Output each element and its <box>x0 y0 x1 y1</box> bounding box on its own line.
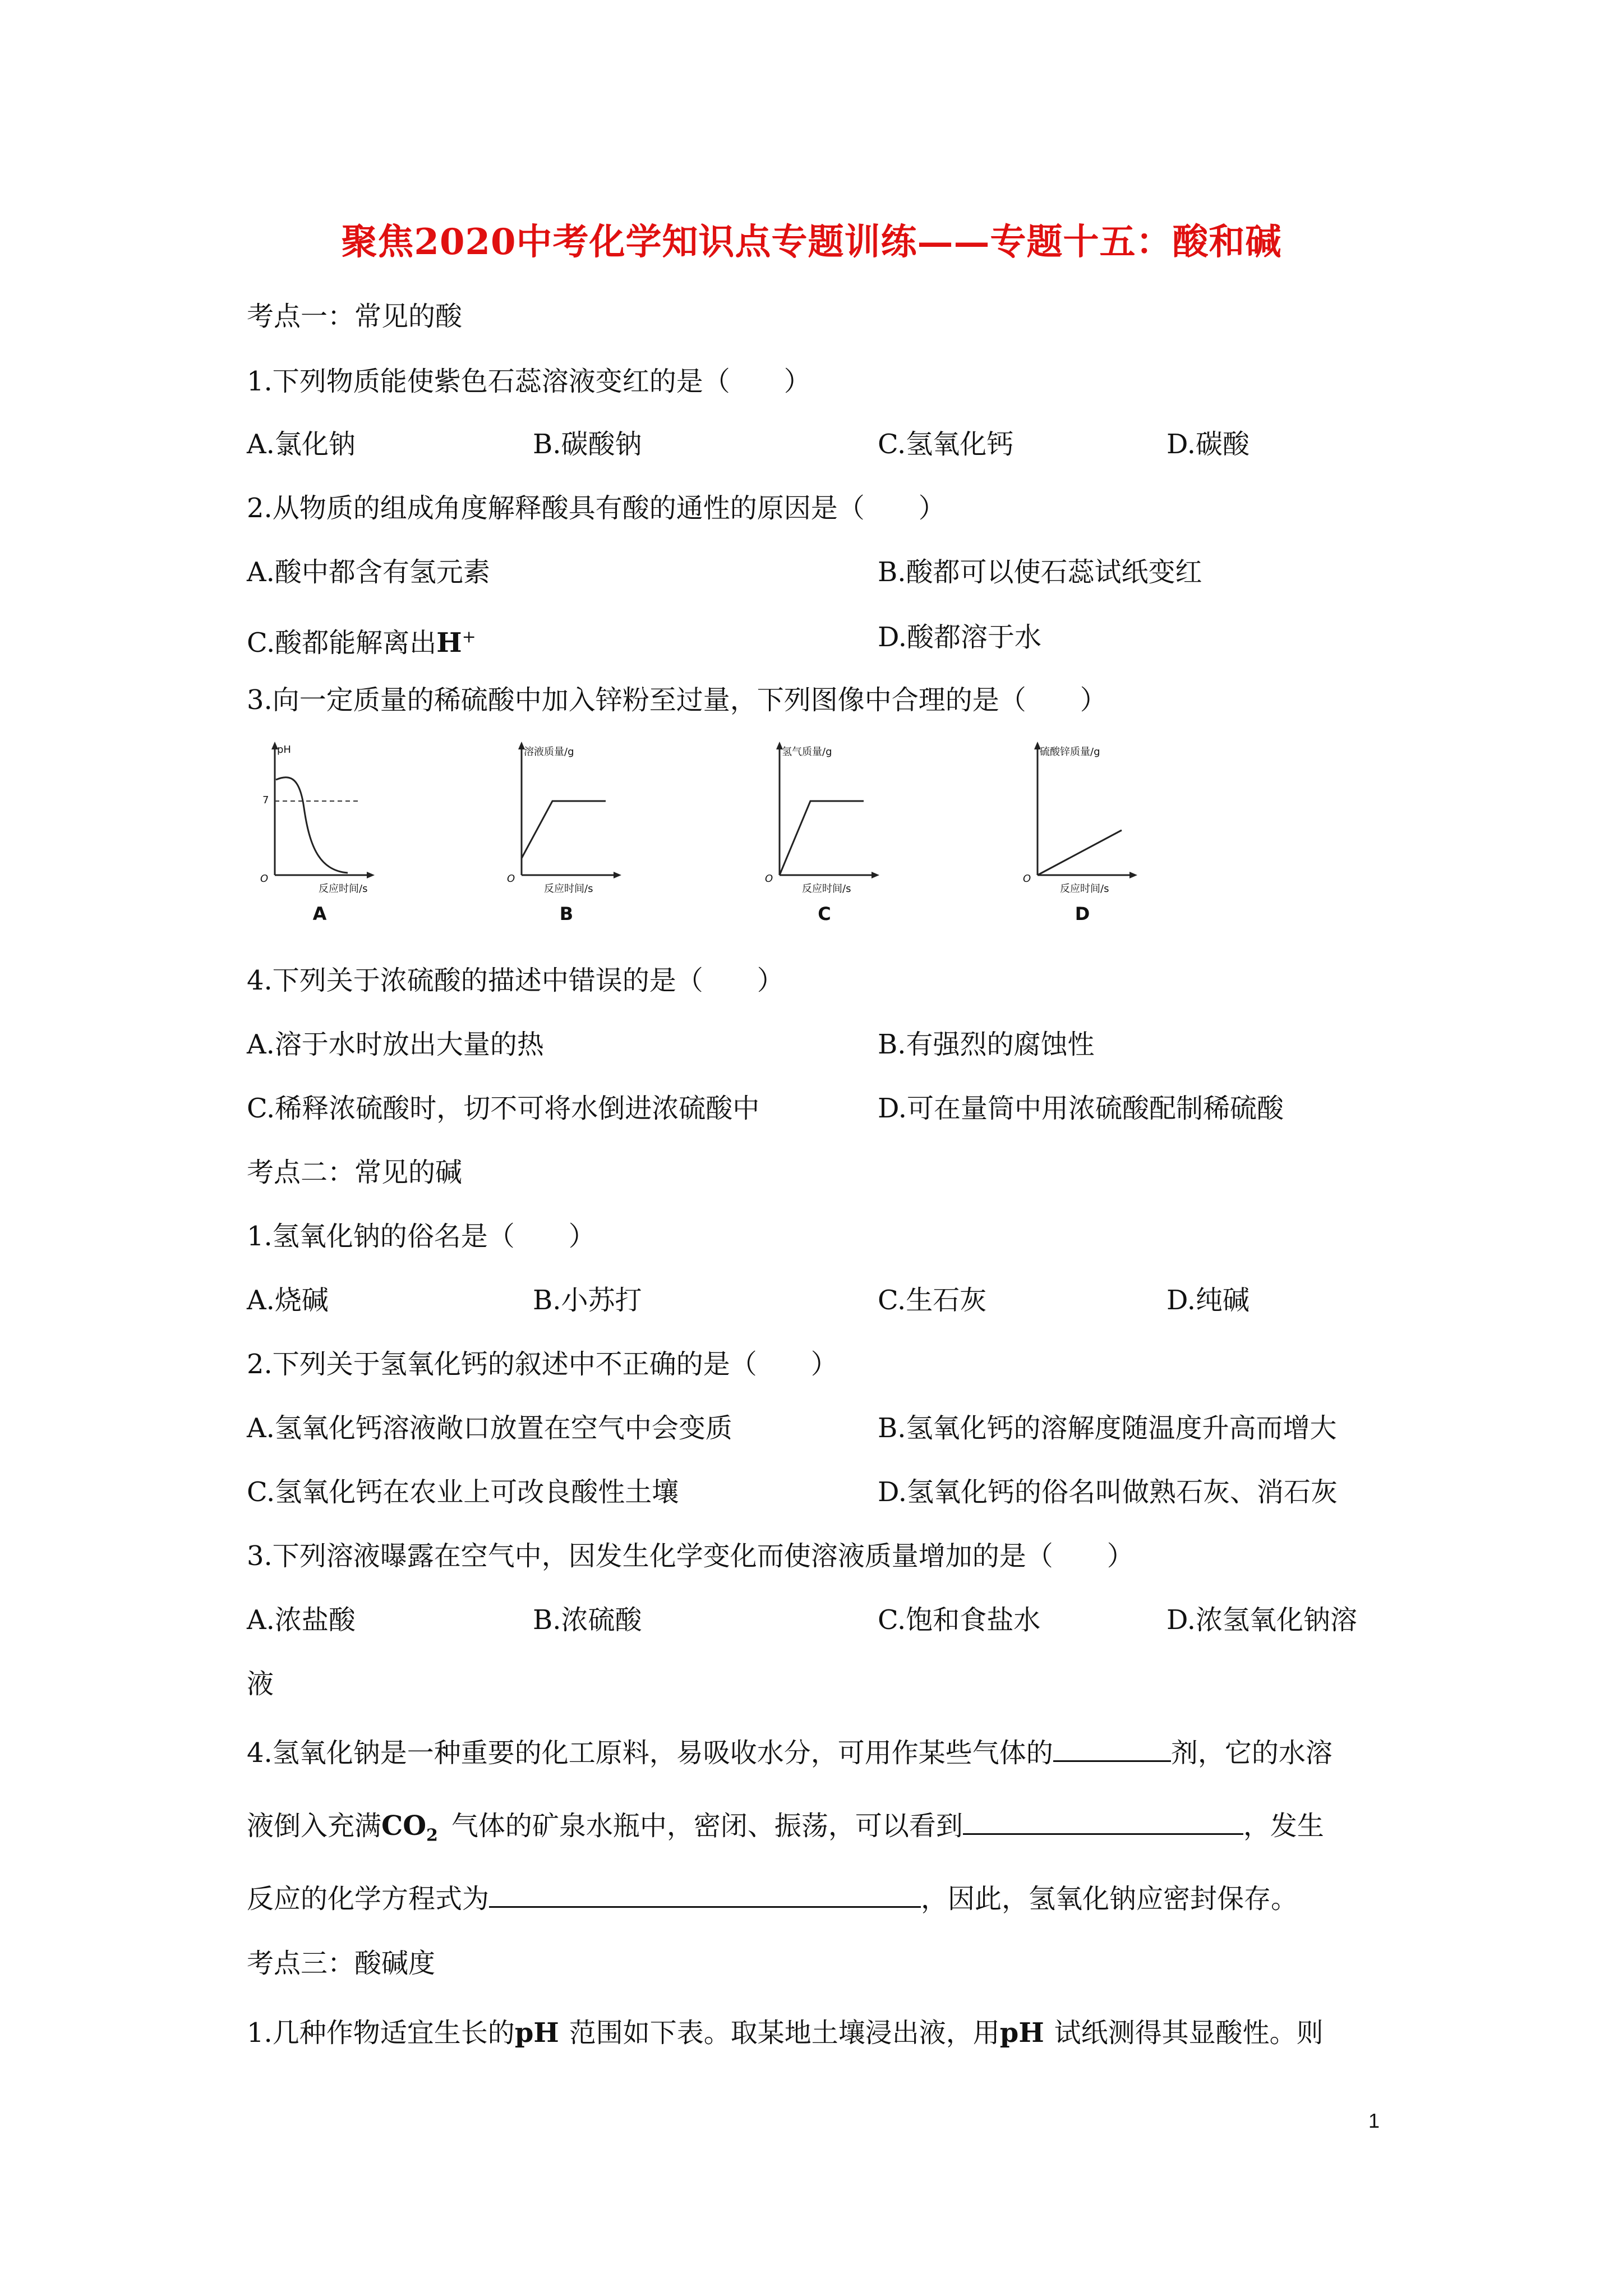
q2-3-option-d: D.浓氢氧化钠溶 <box>1166 1604 1358 1636</box>
question-2-4-line-3: 反应的化学方程式为 ，因此，氢氧化钠应密封保存。 <box>247 1881 1298 1916</box>
question-2-4-line-2: 液倒入充满$CO_2$ 气体的矿泉水瓶中，密闭、振荡，可以看到 ，发生 <box>247 1809 1324 1853</box>
question-1-3-stem: 3.向一定质量的稀硫酸中加入锌粉至过量，下列图像中合理的是（ ） <box>247 684 1107 716</box>
q1-2-option-c: C.酸都能解离出H+ <box>247 627 476 659</box>
page-number: 1 <box>1368 2109 1380 2132</box>
graph-c-label: C <box>818 903 831 924</box>
q2-1-option-d: D.纯碱 <box>1166 1285 1250 1316</box>
question-2-4-line-1: 4.氢氧化钠是一种重要的化工原料，易吸收水分，可用作某些气体的 剂，它的水溶 <box>247 1736 1332 1770</box>
graph-a-label: A <box>312 903 327 924</box>
section-heading-1: 考点一：常见的酸 <box>247 301 463 332</box>
co2-formula: $CO_2$ <box>381 1810 438 1846</box>
graph-options <box>258 740 1155 931</box>
graph-d <box>1021 740 1183 931</box>
graph-b-x-label: 反应时间/s <box>544 883 593 895</box>
question-1-2-stem: 2.从物质的组成角度解释酸具有酸的通性的原因是（ ） <box>247 493 946 524</box>
blank-3[interactable] <box>489 1881 921 1908</box>
q2-2-option-c: C.氢氧化钙在农业上可改良酸性土壤 <box>247 1476 679 1508</box>
graph-c <box>763 740 925 931</box>
q2-3-option-d-wrap: 液 <box>247 1668 274 1700</box>
question-1-1-stem: 1.下列物质能使紫色石蕊溶液变红的是（ ） <box>247 366 811 397</box>
q2-2-option-d: D.氢氧化钙的俗名叫做熟石灰、消石灰 <box>878 1476 1338 1508</box>
q1-1-option-a: A.氯化钠 <box>247 429 356 460</box>
page-title: 聚焦2020中考化学知识点专题训练——专题十五：酸和碱 <box>341 221 1282 263</box>
q1-1-option-d: D.碳酸 <box>1166 429 1250 460</box>
graph-d-label: D <box>1075 903 1090 924</box>
q2-1-option-c: C.生石灰 <box>878 1285 987 1316</box>
graph-a-x-label: 反应时间/s <box>319 883 368 895</box>
q1-1-option-c: C.氢氧化钙 <box>878 429 1014 460</box>
graph-c-x-label: 反应时间/s <box>802 883 851 895</box>
graph-d-x-label: 反应时间/s <box>1060 883 1109 895</box>
q2-3-option-a: A.浓盐酸 <box>247 1604 356 1636</box>
graph-b-y-label: 溶液质量/g <box>524 746 574 758</box>
q1-4-option-c: C.稀释浓硫酸时，切不可将水倒进浓硫酸中 <box>247 1093 760 1124</box>
q2-2-option-b: B.氢氧化钙的溶解度随温度升高而增大 <box>878 1412 1337 1444</box>
blank-1[interactable] <box>1053 1736 1171 1762</box>
q2-1-option-a: A.烧碱 <box>247 1285 329 1316</box>
graph-d-y-label: 硫酸锌质量/g <box>1040 746 1100 758</box>
q1-4-option-b: B.有强烈的腐蚀性 <box>878 1029 1095 1060</box>
question-2-3-stem: 3.下列溶液曝露在空气中，因发生化学变化而使溶液质量增加的是（ ） <box>247 1540 1134 1572</box>
graph-c-y-label: 氢气质量/g <box>782 746 832 758</box>
q2-3-option-c: C.饱和食盐水 <box>878 1604 1041 1636</box>
section-heading-2: 考点二：常见的碱 <box>247 1157 463 1188</box>
graph-a-tick-7: 7 <box>262 794 269 806</box>
q1-2-option-b: B.酸都可以使石蕊试纸变红 <box>878 556 1202 588</box>
graph-d-origin: O <box>1023 873 1031 885</box>
question-2-1-stem: 1.氢氧化钠的俗名是（ ） <box>247 1221 596 1252</box>
q1-4-option-a: A.溶于水时放出大量的热 <box>247 1029 544 1060</box>
graph-b <box>505 740 667 931</box>
q1-2-option-d: D.酸都溶于水 <box>878 622 1042 653</box>
graph-a <box>258 740 421 931</box>
question-3-1-stem: 1.几种作物适宜生长的pH 范围如下表。取某地土壤浸出液，用pH 试纸测得其显酸性。则 <box>247 2017 1324 2049</box>
hydrogen-ion-formula: H <box>436 627 462 659</box>
graph-b-origin: O <box>507 873 515 885</box>
q2-1-option-b: B.小苏打 <box>533 1285 642 1316</box>
graph-a-origin: O <box>260 873 269 885</box>
q1-4-option-d: D.可在量筒中用浓硫酸配制稀硫酸 <box>878 1093 1284 1124</box>
graph-a-y-label: pH <box>277 744 291 756</box>
q2-3-option-b: B.浓硫酸 <box>533 1604 642 1636</box>
question-2-2-stem: 2.下列关于氢氧化钙的叙述中不正确的是（ ） <box>247 1349 838 1380</box>
q1-2-option-a: A.酸中都含有氢元素 <box>247 556 490 588</box>
section-heading-3: 考点三：酸碱度 <box>247 1948 436 1979</box>
question-1-4-stem: 4.下列关于浓硫酸的描述中错误的是（ ） <box>247 965 784 996</box>
q2-2-option-a: A.氢氧化钙溶液敞口放置在空气中会变质 <box>247 1412 732 1444</box>
graph-b-label: B <box>559 903 574 924</box>
q1-1-option-b: B.碳酸钠 <box>533 429 642 460</box>
blank-2[interactable] <box>963 1809 1243 1835</box>
graph-c-origin: O <box>765 873 773 885</box>
